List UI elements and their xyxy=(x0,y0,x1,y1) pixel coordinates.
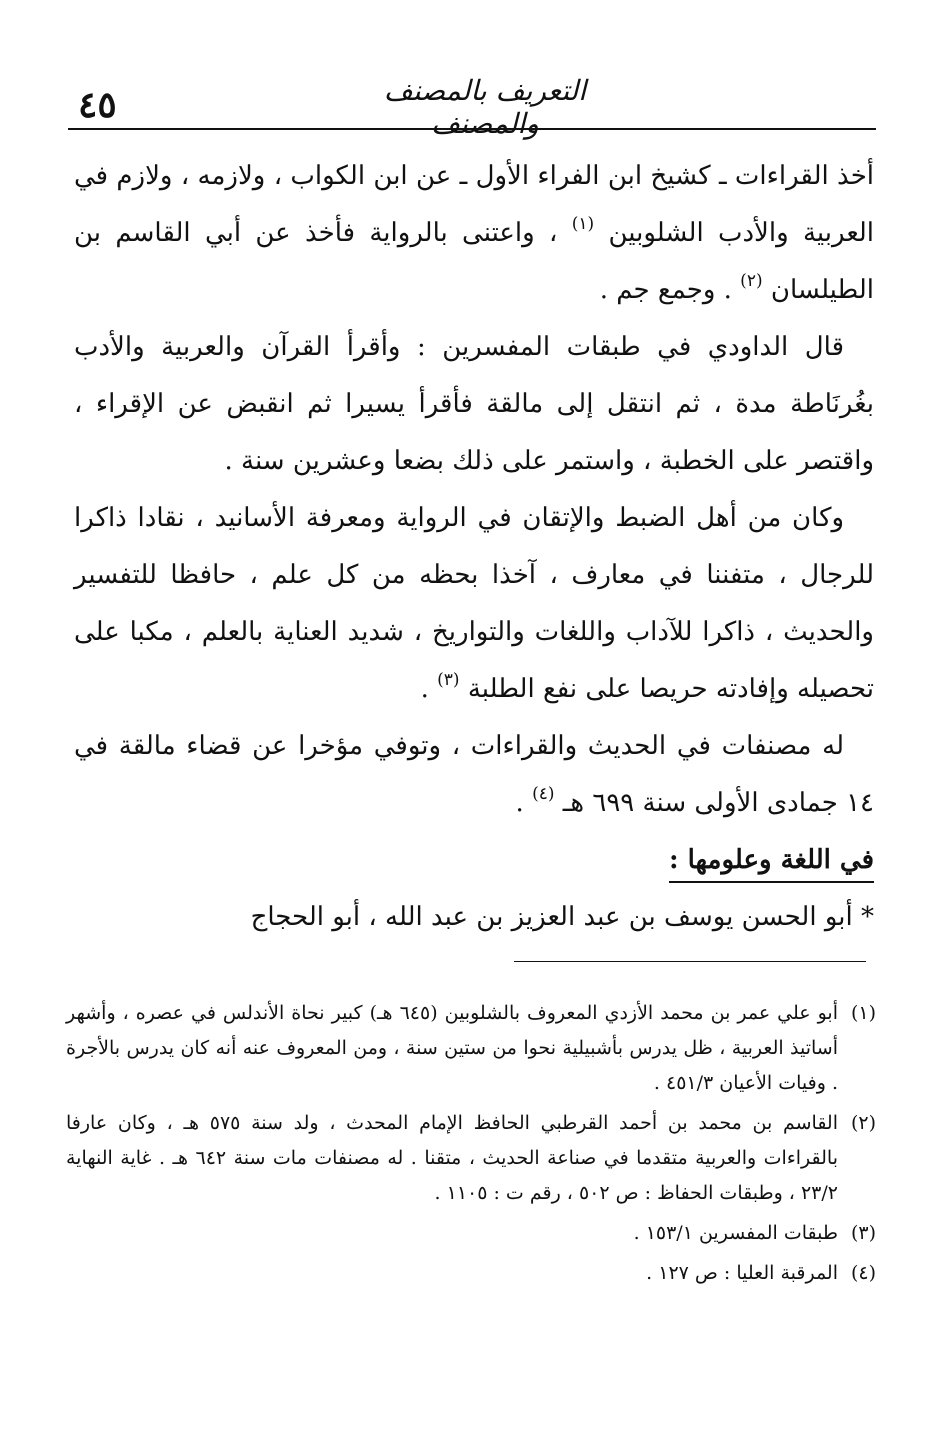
footnote xyxy=(66,1106,876,1211)
text-line: له مصنفات في الحديث والقراءات ، وتوفي مؤخرا عن قضاء مالقة xyxy=(118,731,844,761)
main-text xyxy=(74,148,874,946)
footnote-text: القاسم بن محمد بن أحمد القرطبي الحافظ الإمام المحدث ، ولد سنة ٥٧٥ هـ ، وكان عارفا بالقراءات والعربية متقدما في صناعة الحديث ، متقنا . له مصنفات مات سنة ٦٤٢ هـ . غاية النهاية ٢٣/٢ ، وطبقات الحفاظ : ص ٥٠٢ ، رقم ت : ١١٠٥ . xyxy=(66,1112,838,1204)
text-line: للتفسير والحديث ، ذاكرا للآداب واللغات والتواريخ ، شديد العناية xyxy=(74,560,874,647)
text-line: . xyxy=(420,674,429,704)
footnote xyxy=(66,996,876,1101)
footnote-number: (١) xyxy=(850,1002,876,1024)
footnote-number: (٣) xyxy=(850,1222,876,1244)
text-line: . xyxy=(515,788,524,818)
section-heading-text: في اللغة وعلومها : xyxy=(669,845,874,883)
text-line: في ١٤ جمادى الأولى سنة ٦٩٩ هـ xyxy=(74,731,874,818)
footnote xyxy=(66,1256,876,1291)
footnote-separator xyxy=(514,961,866,962)
footnote-ref: (٢) xyxy=(740,271,763,291)
footnote-text: طبقات المفسرين ١٥٣/١ . xyxy=(633,1222,838,1244)
paragraph-5 xyxy=(74,889,874,946)
page-number: ٤٥ xyxy=(78,84,117,126)
text-line: واقتصر على الخطبة ، واستمر على ذلك بضعا وعشرين سنة . xyxy=(224,446,874,476)
paragraph-2 xyxy=(74,319,874,490)
running-title: التعريف بالمصنف والمصنف xyxy=(383,74,587,140)
footnote-ref: (٤) xyxy=(532,784,555,804)
text-line: ذاكرا للرجال ، متفننا في معارف ، آخذا بحظه من كل علم ، حافظا xyxy=(74,503,874,590)
footnote-number: (٤) xyxy=(850,1262,876,1284)
text-line: قال الداودي في طبقات المفسرين : وأقرأ القرآن والعربية والأدب xyxy=(74,332,844,362)
footnote-ref: (١) xyxy=(571,214,595,234)
footnote-text: المرقبة العليا : ص ١٢٧ . xyxy=(646,1262,838,1284)
text-line: بغُرنَاطة مدة ، ثم انتقل إلى مالقة فأقرأ يسيرا ثم انقبض عن الإقراء ، xyxy=(74,389,874,419)
header-rule xyxy=(68,128,876,130)
paragraph-4 xyxy=(74,718,874,832)
paragraph-3 xyxy=(74,490,874,718)
footnote-text: أبو علي عمر بن محمد الأزدي المعروف بالشلوبين (٦٤٥ هـ) كبير نحاة الأندلس في عصره ، وأشهر أساتيذ العربية ، ظل يدرس بأشبيلية نحوا من ستين سنة ، ومن المعروف عنه أنه كان يدرس بالأجرة . وفيات الأعيان ٤٥١/٣ . xyxy=(66,1002,838,1094)
text-line: أخذ القراءات ـ كشيخ ابن الفراء الأول ـ عن ابن الكواب ، ولازمه ، xyxy=(180,161,874,191)
text-line: وكان من أهل الضبط والإتقان في الرواية ومعرفة الأسانيد ، نقادا xyxy=(137,503,845,533)
text-line: أبي القاسم بن الطيلسان xyxy=(74,218,874,305)
text-line: * أبو الحسن يوسف بن عبد العزيز بن عبد الله ، أبو الحجاج xyxy=(250,902,874,932)
text-line: ، واعتنى بالرواية فأخذ عن xyxy=(255,218,558,248)
section-heading xyxy=(74,832,874,889)
footnotes xyxy=(66,996,876,1296)
text-line: بالعلم ، مكبا على تحصيله وإفادته حريصا على نفع الطلبة xyxy=(74,617,874,704)
text-line: ولازم في العربية والأدب الشلوبين xyxy=(74,161,875,248)
footnote-number: (٢) xyxy=(850,1112,876,1134)
text-line: . وجمع جم . xyxy=(599,275,732,305)
paragraph-1 xyxy=(74,148,874,319)
footnote xyxy=(66,1216,876,1251)
footnote-ref: (٣) xyxy=(437,670,460,690)
